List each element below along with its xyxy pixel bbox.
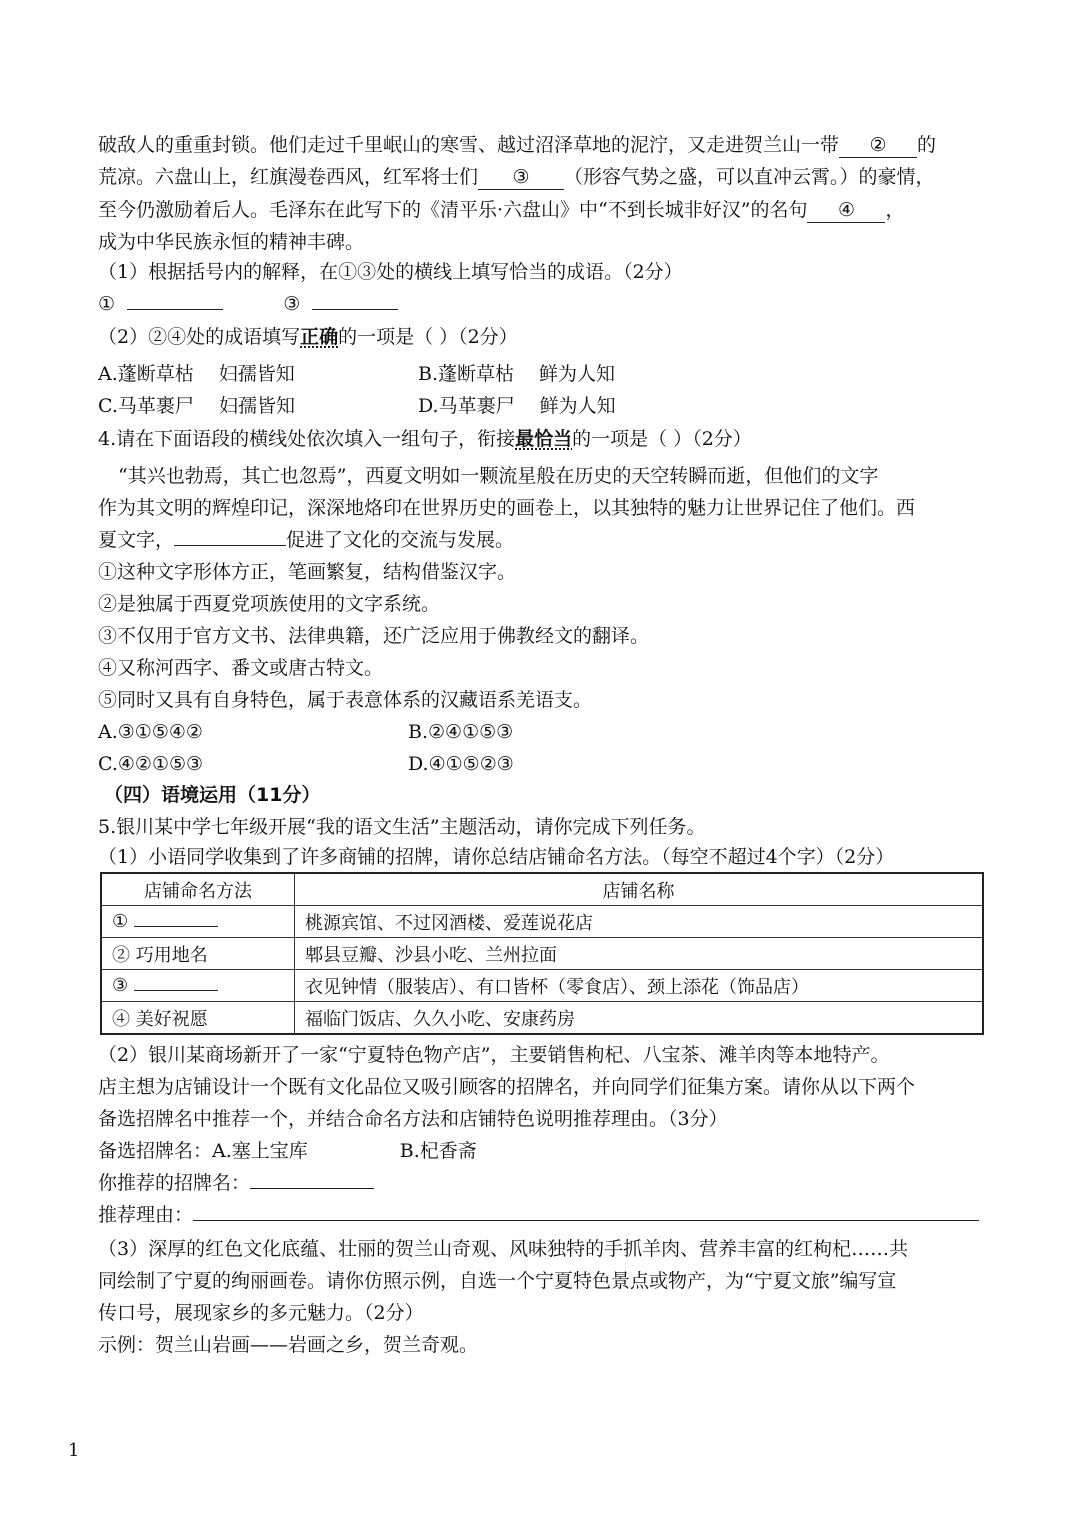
blank-label-1: ① <box>98 293 116 315</box>
recommend-answer-field[interactable] <box>250 1188 374 1189</box>
method-cell: ② 巧用地名 <box>101 938 295 970</box>
emphasis-text: 正确 <box>300 326 339 348</box>
section-title: （四）语境运用（11分） <box>104 784 321 806</box>
method-cell[interactable] <box>101 906 295 938</box>
passage-line-1 <box>98 130 936 160</box>
option-b[interactable]: B.蓬断草枯 鲜为人知 <box>418 363 616 385</box>
method-cell: ④ 美好祝愿 <box>101 1002 295 1035</box>
reason-line <box>98 1200 979 1230</box>
sentence-5: ⑤同时又具有自身特色，属于表意体系的汉藏语系羌语支。 <box>98 689 593 711</box>
question-5-3-line-2: 同绘制了宁夏的绚丽画卷。请你仿照示例，自选一个宁夏特色景点或物产，为“宁夏文旅”编写宣 <box>98 1270 897 1292</box>
passage-text: 破敌人的重重封锁。他们走过千里岷山的寒雪、越过沼泽草地的泥泞，又走进贺兰山一带 <box>98 134 840 156</box>
sentence-2: ②是独属于西夏党项族使用的文字系统。 <box>98 593 441 615</box>
question-5-3-line-1: （3）深厚的红色文化底蕴、壮丽的贺兰山奇观、风味独特的手抓羊肉、营养丰富的红枸杞……共 <box>98 1238 909 1260</box>
blank-label-3: ③ <box>283 293 301 315</box>
table-row <box>101 938 983 970</box>
recommend-line <box>98 1168 374 1198</box>
option-c[interactable]: C.马革裹尸 妇孺皆知 <box>98 395 295 417</box>
method-label: ① <box>112 911 129 932</box>
sentence-1: ①这种文字形体方正，笔画繁复，结构借鉴汉字。 <box>98 561 517 583</box>
q4-passage-line-3 <box>98 525 514 555</box>
page-number: 1 <box>68 1440 80 1461</box>
prompt-text: （2）②④处的成语填写 <box>98 326 301 348</box>
question-5-1-prompt: （1）小语同学收集到了许多商铺的招牌，请你总结店铺命名方法。（每空不超过4个字）（2分） <box>98 846 895 868</box>
passage-text: 促进了文化的交流与发展。 <box>286 529 515 551</box>
q4-passage-line-1: “其兴也勃焉，其亡也忽焉”，西夏文明如一颗流星般在历史的天空转瞬而逝，但他们的文字 <box>118 465 879 487</box>
question-5-2-line-2: 店主想为店铺设计一个既有文化品位又吸引顾客的招牌名，并向同学们征集方案。请你从以下两个 <box>98 1076 916 1098</box>
option-b[interactable]: B.②④①⑤③ <box>408 721 514 743</box>
q4-passage-line-2: 作为其文明的辉煌印记，深深地烙印在世界历史的画卷上，以其独特的魅力让世界记住了他们。西 <box>98 497 916 519</box>
prompt-text: 的一项是（ ）（2分） <box>572 428 752 450</box>
names-cell: 福临门饭店、久久小吃、安康药房 <box>295 1002 984 1035</box>
question-3-1-answers <box>98 289 398 319</box>
passage-text: 的 <box>917 134 937 156</box>
names-cell: 郫县豆瓣、沙县小吃、兰州拉面 <box>295 938 984 970</box>
passage-line-3 <box>98 195 904 225</box>
passage-text: ， <box>885 199 905 221</box>
table-row <box>101 970 983 1002</box>
method-answer-field[interactable] <box>134 926 218 927</box>
method-cell[interactable] <box>101 970 295 1002</box>
method-label: ③ <box>112 975 129 996</box>
passage-text: 至今仍激励着后人。毛泽东在此写下的《清平乐·六盘山》中“不到长城非好汉”的名句 <box>98 199 808 221</box>
question-5-intro: 5.银川某中学七年级开展“我的语文生活”主题活动，请你完成下列任务。 <box>98 816 706 838</box>
option-b-label: B.杞香斋 <box>399 1140 477 1162</box>
passage-line-2 <box>98 162 935 192</box>
option-a[interactable]: A.③①⑤④② <box>98 721 203 743</box>
sentence-3: ③不仅用于官方文书、法律典籍，还广泛应用于佛教经文的翻译。 <box>98 625 650 647</box>
answer-blank-2[interactable]: ② <box>839 133 917 158</box>
answer-blank-3[interactable]: ③ <box>478 165 564 190</box>
sign-options <box>98 1136 477 1166</box>
question-3-1-prompt: （1）根据括号内的解释，在①③处的横线上填写恰当的成语。（2分） <box>98 261 683 283</box>
reason-label: 推荐理由： <box>98 1204 194 1226</box>
option-d[interactable]: D.④①⑤②③ <box>408 753 514 775</box>
table-row <box>101 1002 983 1035</box>
emphasis-text: 最恰当 <box>515 428 573 450</box>
option-c[interactable]: C.④②①⑤③ <box>98 753 204 775</box>
question-5-2-line-1: （2）银川某商场新开了一家“宁夏特色物产店”，主要销售枸杞、八宝茶、滩羊肉等本地特产。 <box>98 1044 890 1066</box>
option-d[interactable]: D.马革裹尸 鲜为人知 <box>418 395 616 417</box>
answer-blank-4[interactable]: ④ <box>807 198 885 223</box>
method-answer-field[interactable] <box>134 990 218 991</box>
table-row <box>101 906 983 938</box>
names-cell: 衣见钟情（服装店）、有口皆杯（零食店）、颈上添花（饰品店） <box>295 970 984 1002</box>
table-header-row <box>101 873 983 906</box>
passage-text: 夏文字， <box>98 529 175 551</box>
recommend-label: 你推荐的招牌名： <box>98 1172 251 1194</box>
passage-text: （形容气势之盛，可以直冲云霄。）的豪情， <box>564 166 935 188</box>
shop-naming-table <box>100 872 984 1035</box>
answer-field-3[interactable] <box>312 309 398 310</box>
option-a-label: 备选招牌名：A.塞上宝库 <box>98 1140 308 1162</box>
table-header: 店铺名称 <box>295 873 984 906</box>
passage-text: 荒凉。六盘山上，红旗漫卷西风，红军将士们 <box>98 166 479 188</box>
passage-line-4: 成为中华民族永恒的精神丰碑。 <box>98 231 365 253</box>
question-5-2-line-3: 备选招牌名中推荐一个，并结合命名方法和店铺特色说明推荐理由。（3分） <box>98 1108 728 1130</box>
sentence-4: ④又称河西字、番文或唐古特文。 <box>98 657 384 679</box>
question-5-3-line-3: 传口号，展现家乡的多元魅力。（2分） <box>98 1302 424 1324</box>
answer-field-1[interactable] <box>127 309 223 310</box>
slogan-example: 示例：贺兰山岩画——岩画之乡，贺兰奇观。 <box>98 1334 479 1356</box>
option-a[interactable]: A.蓬断草枯 妇孺皆知 <box>98 363 295 385</box>
question-4-prompt <box>98 424 752 454</box>
question-3-2-prompt <box>98 322 518 352</box>
names-cell: 桃源宾馆、不过冈酒楼、爱莲说花店 <box>295 906 984 938</box>
table-header: 店铺命名方法 <box>101 873 295 906</box>
reason-answer-field[interactable] <box>193 1220 979 1221</box>
prompt-text: 的一项是（ ）（2分） <box>338 326 518 348</box>
prompt-text: 4.请在下面语段的横线处依次填入一组句子，衔接 <box>98 428 516 450</box>
answer-blank-sentences[interactable] <box>174 545 286 546</box>
